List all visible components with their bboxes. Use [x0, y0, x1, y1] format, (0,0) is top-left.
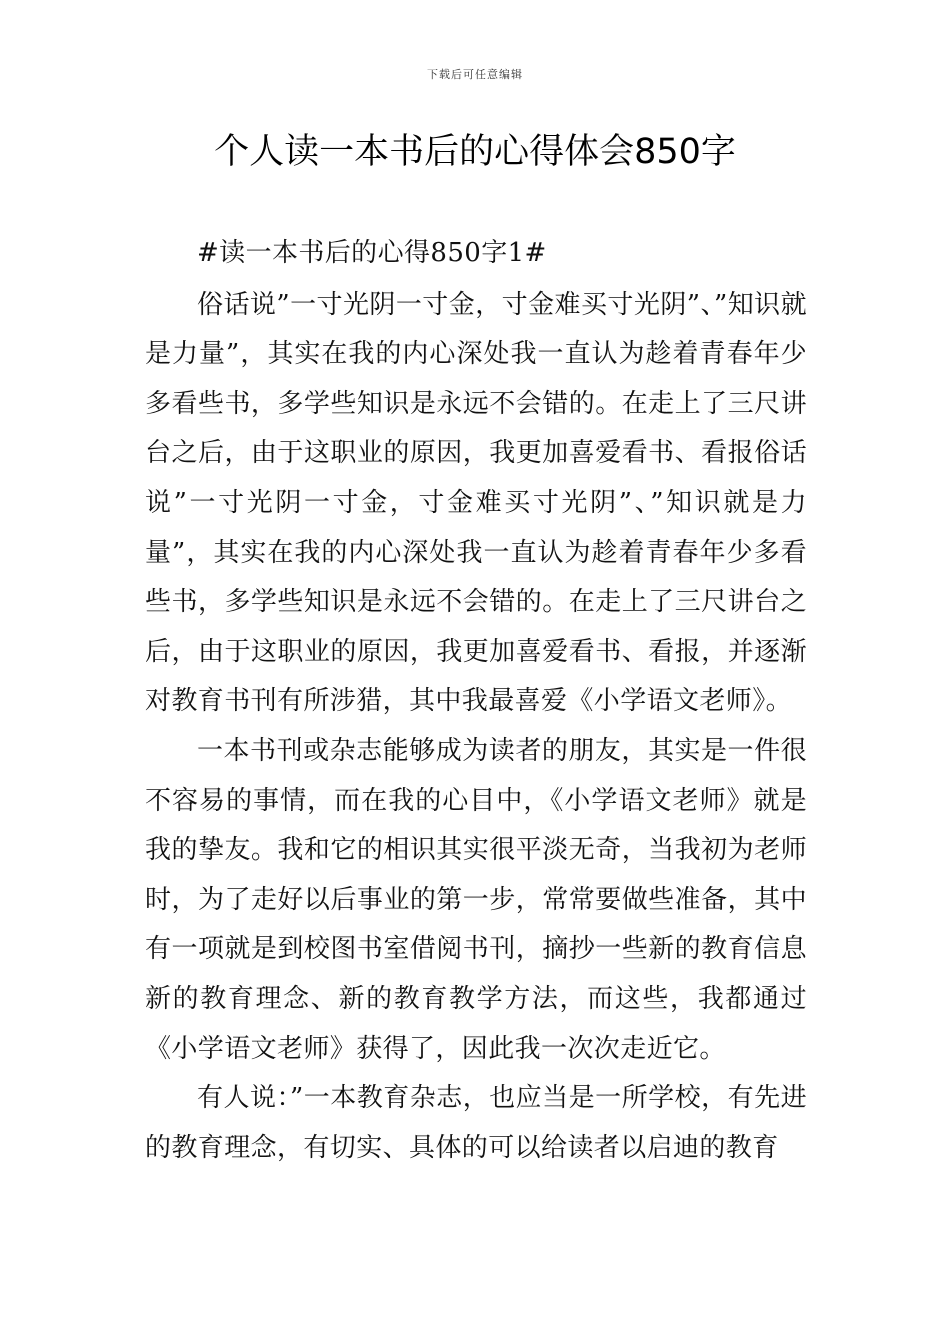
document-title: 个人读一本书后的心得体会850字 — [214, 132, 736, 172]
header-note: 下载后可任意编辑 — [427, 68, 523, 81]
paragraph: 一本书刊或杂志能够成为读者的朋友，其实是一件很不容易的事情，而在我的心目中，《小学语文老师》就是我的挚友。我和它的相识其实很平淡无奇，当我初为老师时，为了走好以后事业的第一步，常常要做些准备，其中有一项就是到校图书室借阅书刊，摘抄一些新的教育信息新的教育理念、新的教育教学方法，而这些，我都通过《小学语文老师》获得了，因此我一次次走近它。 — [145, 735, 807, 1064]
paragraph: 有人说：”一本教育杂志，也应当是一所学校，有先进的教育理念，有切实、具体的可以给读者以启迪的教育 — [145, 1083, 807, 1163]
section-heading: #读一本书后的心得850字1# — [197, 238, 547, 268]
document-body — [145, 229, 807, 1173]
paragraph: 俗话说”一寸光阴一寸金，寸金难买寸光阴”、”知识就是力量”，其实在我的内心深处我一直认为趁着青春年少多看些书，多学些知识是永远不会错的。在走上了三尺讲台之后，由于这职业的原因，我更加喜爱看书、看报俗话说”一寸光阴一寸金，寸金难买寸光阴”、”知识就是力量”，其实在我的内心深处我一直认为趁着青春年少多看些书，多学些知识是永远不会错的。在走上了三尺讲台之后，由于这职业的原因，我更加喜爱看书、看报，并逐渐对教育书刊有所涉猎，其中我最喜爱《小学语文老师》。 — [145, 289, 807, 717]
